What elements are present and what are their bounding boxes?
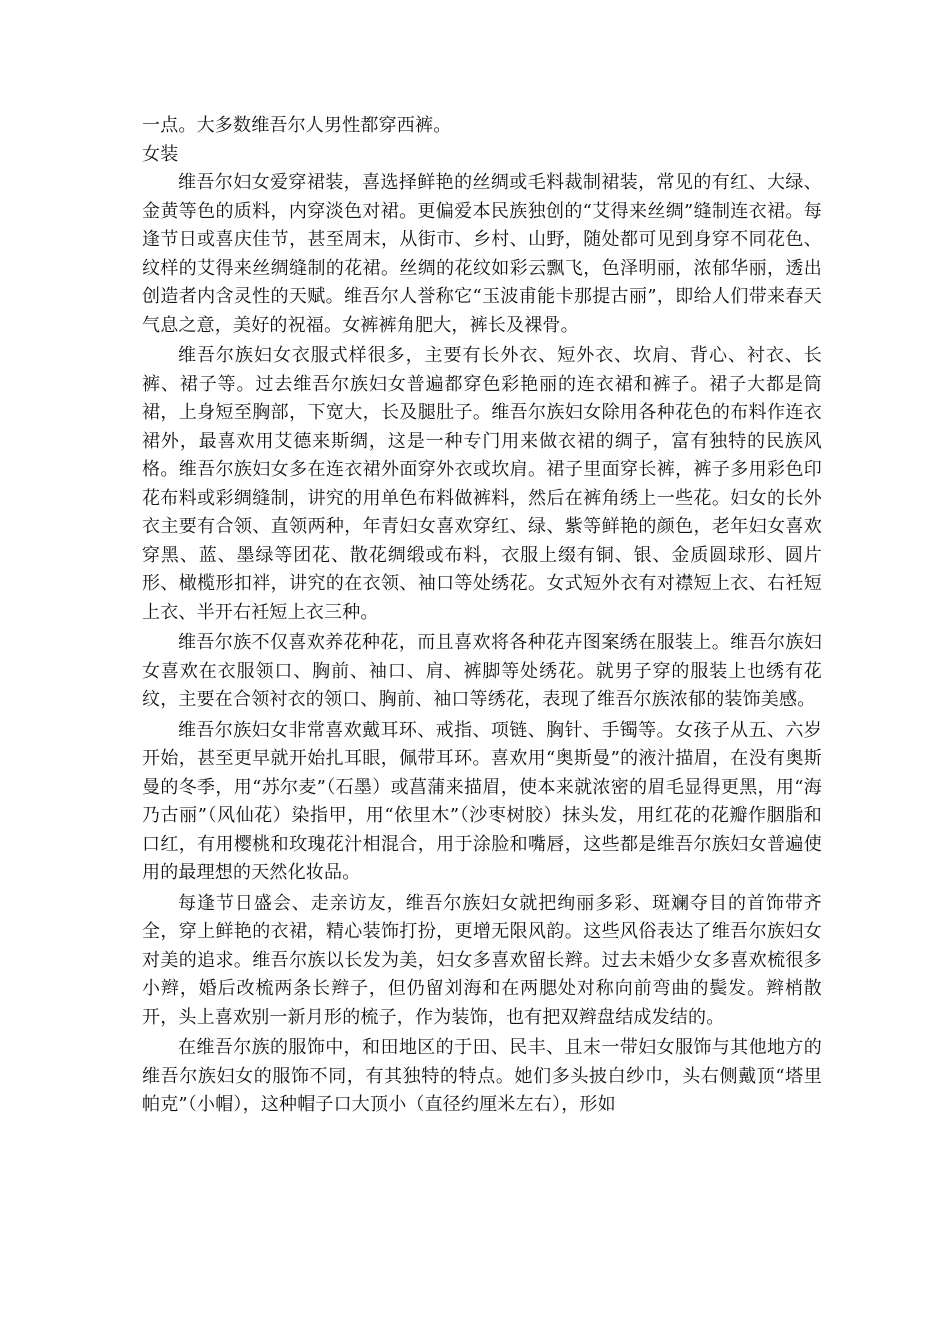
paragraph: 每逢节日盛会、走亲访友，维吾尔族妇女就把绚丽多彩、斑斓夺目的首饰带齐全，穿上鲜艳的衣裙，精心装饰打扮，更增无限风韵。这些风俗表达了维吾尔族妇女对美的追求。维吾尔族以长发为美，妇女多喜欢留长辫。过去未婚少女多喜欢梳很多小辫，婚后改梳两条长辫子，但仍留刘海和在两腮处对称向前弯曲的鬓发。辫梢散开，头上喜欢别一新月形的梳子，作为装饰，也有把双辫盘结成发结的。 bbox=[142, 892, 822, 1028]
section-heading: 女装 bbox=[142, 143, 179, 165]
paragraph: 在维吾尔族的服饰中，和田地区的于田、民丰、且末一带妇女服饰与其他地方的维吾尔族妇女的服饰不同，有其独特的特点。她们多头披白纱巾，头右侧戴顶“塔里帕克”（小帽），这种帽子口大顶小（直径约厘米左右），形如 bbox=[142, 1037, 822, 1115]
paragraph: 维吾尔族妇女衣服式样很多，主要有长外衣、短外衣、坎肩、背心、衬衣、长裤、裙子等。过去维吾尔族妇女普遍都穿色彩艳丽的连衣裙和裤子。裙子大都是筒裙，上身短至胸部，下宽大，长及腿肚子。维吾尔族妇女除用各种花色的布料作连衣裙外，最喜欢用艾德来斯绸，这是一种专门用来做衣裙的绸子，富有独特的民族风格。维吾尔族妇女多在连衣裙外面穿外衣或坎肩。裙子里面穿长裤，裤子多用彩色印花布料或彩绸缝制，讲究的用单色布料做裤料，然后在裤角绣上一些花。妇女的长外衣主要有合领、直领两种，年青妇女喜欢穿红、绿、紫等鲜艳的颜色，老年妇女喜欢穿黑、蓝、墨绿等团花、散花绸缎或布料，衣服上缀有铜、银、金质圆球形、圆片形、橄榄形扣袢，讲究的在衣领、袖口等处绣花。女式短外衣有对襟短上衣、右衽短上衣、半开右衽短上衣三种。 bbox=[142, 345, 822, 623]
paragraph: 维吾尔族妇女非常喜欢戴耳环、戒指、项链、胸针、手镯等。女孩子从五、六岁开始，甚至更早就开始扎耳眼，佩带耳环。喜欢用“奥斯曼”的液汁描眉，在没有奥斯曼的冬季，用“苏尔麦”（石墨）或菖蒲来描眉，使本来就浓密的眉毛显得更黑，用“海乃古丽”（风仙花）染指甲，用“依里木”（沙枣树胶）抹头发，用红花的花瓣作胭脂和口红，有用樱桃和玫瑰花汁相混合，用于涂脸和嘴唇，这些都是维吾尔族妇女普遍使用的最理想的天然化妆品。 bbox=[142, 719, 822, 883]
document-page bbox=[142, 112, 822, 1122]
intro-line: 一点。大多数维吾尔人男性都穿西裤。 bbox=[142, 115, 452, 136]
paragraph: 维吾尔妇女爱穿裙装，喜选择鲜艳的丝绸或毛料裁制裙装，常见的有红、大绿、金黄等色的质料，内穿淡色对裙。更偏爱本民族独创的“艾得来丝绸”缝制连衣裙。每逢节日或喜庆佳节，甚至周末，从街市、乡村、山野，随处都可见到身穿不同花色、纹样的艾得来丝绸缝制的花裙。丝绸的花纹如彩云飘飞，色泽明丽，浓郁华丽，透出创造者内含灵性的天赋。维吾尔人誉称它“玉波甫能卡那提古丽”，即给人们带来春天气息之意，美好的祝福。女裤裤角肥大，裤长及裸骨。 bbox=[142, 172, 822, 336]
paragraph: 维吾尔族不仅喜欢养花种花，而且喜欢将各种花卉图案绣在服装上。维吾尔族妇女喜欢在衣服领口、胸前、袖口、肩、裤脚等处绣花。就男子穿的服装上也绣有花纹，主要在合领衬衣的领口、胸前、袖口等绣花，表现了维吾尔族浓郁的装饰美感。 bbox=[142, 632, 822, 710]
